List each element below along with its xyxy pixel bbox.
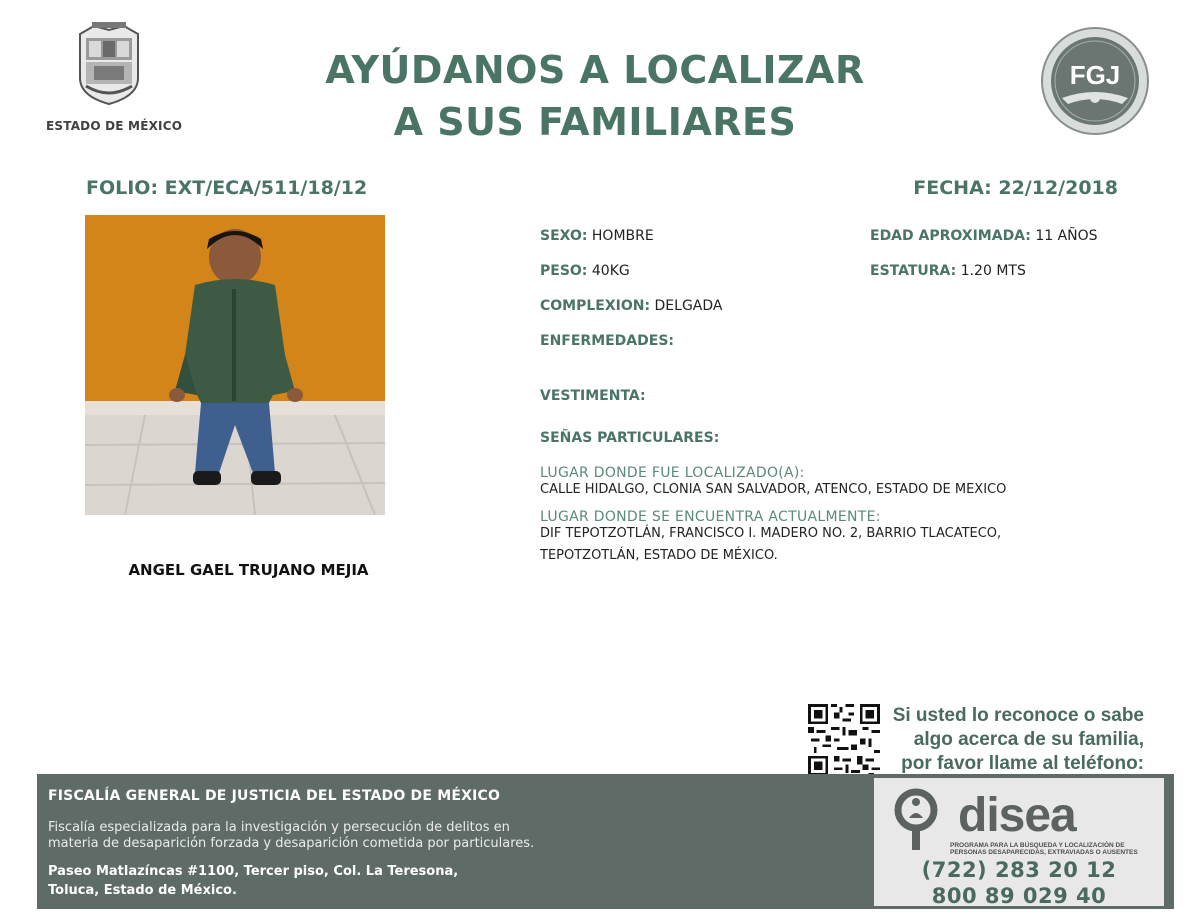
footer-title: FISCALÍA GENERAL DE JUSTICIA DEL ESTADO DE MÉXICO bbox=[48, 788, 501, 804]
state-logo-caption: ESTADO DE MÉXICO bbox=[46, 119, 183, 133]
senas-row bbox=[540, 429, 719, 447]
odisea-word: disea bbox=[958, 789, 1076, 842]
folio: FOLIO: EXT/ECA/511/18/12 bbox=[86, 177, 368, 199]
current-location-line-2: TEPOTZOTLÁN, ESTADO DE MÉXICO. bbox=[540, 548, 778, 563]
enfermedades-label: ENFERMEDADES: bbox=[540, 333, 675, 349]
complexion-label: COMPLEXION: bbox=[540, 298, 651, 314]
person-name: ANGEL GAEL TRUJANO MEJIA bbox=[128, 561, 369, 579]
state-seal-icon bbox=[72, 20, 146, 106]
peso-row bbox=[540, 262, 630, 280]
fgj-logo bbox=[1040, 26, 1150, 136]
sexo-row bbox=[540, 227, 654, 245]
footer-addr-line-1: Paseo Matlazíncas #1100, Tercer piso, Col. La Teresona, bbox=[48, 864, 459, 879]
phone-number-2[interactable]: 800 89 029 40 bbox=[931, 884, 1107, 908]
title-line-2: A SUS FAMILIARES bbox=[393, 100, 797, 144]
estado-de-mexico-logo bbox=[46, 20, 183, 133]
qr-code-icon[interactable] bbox=[808, 704, 880, 776]
complexion-value: DELGADA bbox=[654, 298, 723, 314]
vestimenta-row bbox=[540, 387, 646, 405]
current-location bbox=[540, 509, 1001, 567]
found-location-label: LUGAR DONDE FUE LOCALIZADO(A): bbox=[540, 465, 805, 481]
call-to-action bbox=[884, 704, 1144, 776]
fecha: FECHA: 22/12/2018 bbox=[913, 177, 1118, 199]
odisea-panel bbox=[874, 778, 1164, 906]
senas-label: SEÑAS PARTICULARES: bbox=[540, 430, 720, 446]
fgj-logo-text: FGJ bbox=[1069, 60, 1121, 90]
title-line-1: AYÚDANOS A LOCALIZAR bbox=[325, 48, 865, 92]
current-location-label: LUGAR DONDE SE ENCUENTRA ACTUALMENTE: bbox=[540, 509, 881, 525]
found-location-value: CALLE HIDALGO, CLONIA SAN SALVADOR, ATENCO, ESTADO DE MEXICO bbox=[540, 482, 1007, 497]
current-location-line-1: DIF TEPOTZOTLÁN, FRANCISCO I. MADERO NO. 2, BARRIO TLACATECO, bbox=[540, 526, 1002, 541]
footer-desc-line-2: materia de desaparición forzada y desaparición cometida por particulares. bbox=[48, 836, 535, 851]
footer-address bbox=[48, 862, 648, 900]
edad-row bbox=[870, 227, 1098, 245]
edad-value: 11 AÑOS bbox=[1035, 228, 1098, 244]
sexo-value: HOMBRE bbox=[591, 228, 654, 244]
person-photo bbox=[85, 215, 385, 515]
found-location bbox=[540, 465, 1006, 501]
footer-desc-line-1: Fiscalía especializada para la investigación y persecución de delitos en bbox=[48, 820, 510, 835]
call-line-2: algo acerca de su familia, bbox=[913, 729, 1144, 750]
odisea-subtitle: PROGRAMA PARA LA BÚSQUEDA Y LOCALIZACIÓN DE PERSONAS DESAPARECIDAS, EXTRAVIADAS O AUSENTES bbox=[950, 842, 1138, 856]
estatura-value: 1.20 MTS bbox=[960, 263, 1026, 279]
footer-description bbox=[48, 820, 648, 852]
page-title bbox=[270, 44, 920, 148]
odisea-logo bbox=[892, 784, 1152, 856]
peso-label: PESO: bbox=[540, 263, 588, 279]
call-line-3: por favor llame al teléfono: bbox=[901, 753, 1144, 774]
estatura-row bbox=[870, 262, 1026, 280]
sexo-label: SEXO: bbox=[540, 228, 588, 244]
vestimenta-label: VESTIMENTA: bbox=[540, 388, 646, 404]
enfermedades-row bbox=[540, 332, 674, 350]
edad-label: EDAD APROXIMADA: bbox=[870, 228, 1031, 244]
odisea-person-icon bbox=[892, 788, 940, 852]
phone-number-1[interactable]: (722) 283 20 12 bbox=[921, 858, 1117, 882]
complexion-row bbox=[540, 297, 723, 315]
call-line-1: Si usted lo reconoce o sabe bbox=[892, 705, 1144, 726]
estatura-label: ESTATURA: bbox=[870, 263, 957, 279]
footer bbox=[37, 774, 1174, 909]
peso-value: 40KG bbox=[591, 263, 630, 279]
footer-addr-line-2: Toluca, Estado de México. bbox=[48, 883, 237, 898]
